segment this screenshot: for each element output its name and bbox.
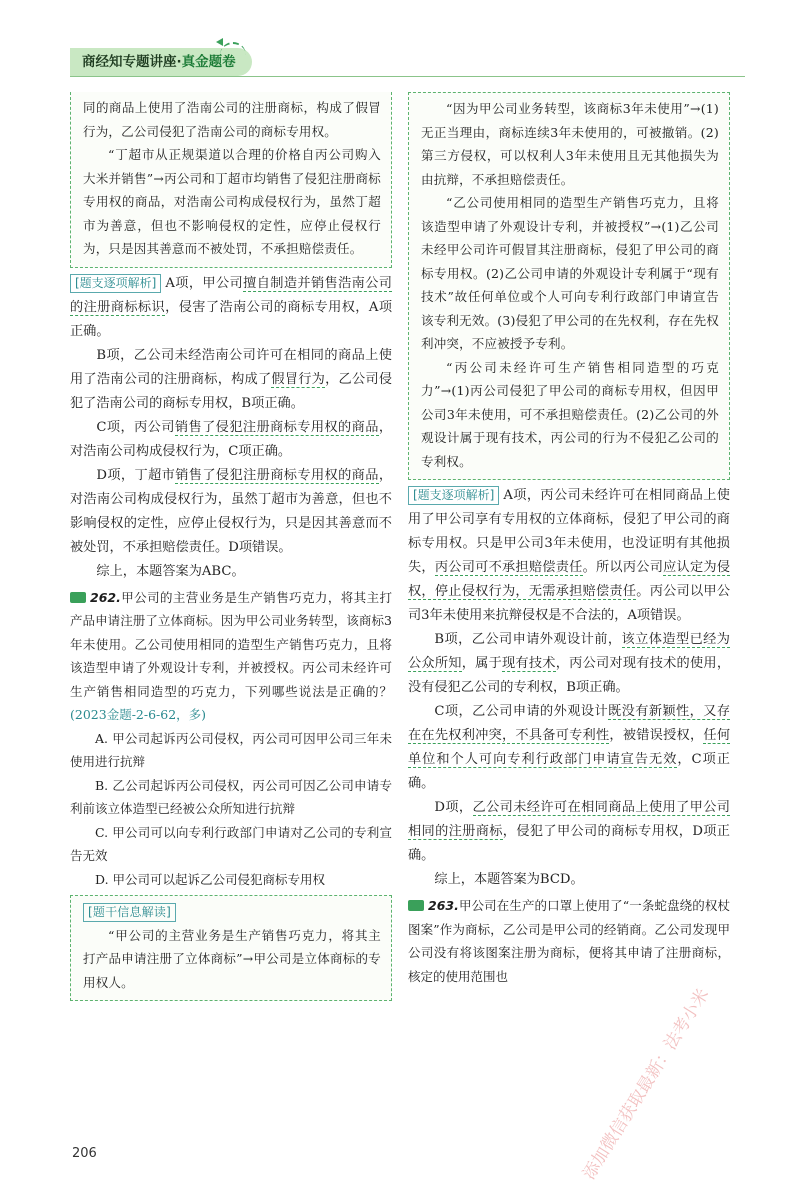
analysis-d: D项，丁超市销售了侵犯注册商标专用权的商品，对浩南公司构成侵权行为，虽然丁超市为善意，但也不影响侵权的定性，应停止侵权行为，只是因其善意而不被处罚，不承担赔偿责任。D项错误。: [70, 467, 392, 555]
option-b: B. 乙公司起诉丙公司侵权，丙公司可因乙公司申请专利前该立体造型已经被公众所知进行抗辩: [70, 777, 392, 816]
analysis-b: B项，乙公司未经浩南公司许可在相同的商品上使用了浩南公司的注册商标，构成了假冒行为，乙公司侵犯了浩南公司的商标专用权，B项正确。: [70, 347, 393, 411]
box-paragraph: 同的商品上使用了浩南公司的注册商标，构成了假冒行为，乙公司侵犯了浩南公司的商标专用权。: [83, 100, 381, 139]
underlined-text: 现有技术: [502, 656, 556, 671]
option-a: A. 甲公司起诉丙公司侵权，丙公司可因甲公司三年未使用进行抗辩: [70, 730, 392, 769]
analysis-a: [题支逐项解析] A项，丙公司未经许可在相同商品上使用了甲公司享有专用权的立体商标，侵犯了甲公司的商标专用权。只是甲公司3年未使用，也没证明有其他损失，丙公司可不承担赔偿责任。所以丙公司应认定为侵权，停止侵权行为，无需承担赔偿责任。丙公司以甲公司3年未使用来抗辩侵权是不合法的，A项错误。: [408, 488, 731, 623]
underlined-text: 任何单位和个人可向专利行政部门申请宣告无效: [408, 728, 731, 767]
header-swirl-icon: [220, 42, 246, 56]
explanation-box-continued: [70, 92, 392, 268]
analysis-a: [题支逐项解析] A项，甲公司擅自制造并销售浩南公司的注册商标标识，侵害了浩南公司的商标专用权，A项正确。: [70, 275, 393, 339]
explanation-box: [408, 92, 730, 480]
analysis-b: B项，乙公司申请外观设计前，该立体造型已经为公众所知，属于现有技术，丙公司对现有技术的使用，没有侵犯乙公司的专利权，B项正确。: [408, 632, 731, 695]
question-number: 263.: [428, 898, 459, 913]
info-tag: [题干信息解读]: [83, 903, 176, 922]
underlined-text: 销售了侵犯注册商标专用权的商品: [175, 467, 379, 483]
option-c: C. 甲公司可以向专利行政部门申请对乙公司的专利宣告无效: [70, 824, 392, 863]
page-number: 206: [72, 1146, 97, 1161]
question-number: 262.: [90, 589, 121, 605]
question-icon: [70, 592, 86, 603]
underlined-text: 该立体造型已经为公众所知: [408, 632, 730, 671]
header-label: 真金题卷: [181, 54, 236, 70]
underlined-text: 销售了侵犯注册商标专用权的商品: [174, 419, 379, 435]
question-263: [408, 894, 730, 988]
analysis-c: C项，乙公司申请的外观设计既没有新颖性，又存在在先权利冲突，不具备可专利性，被错误授权，任何单位和个人可向专利行政部门申请宣告无效，C项正确。: [408, 704, 731, 791]
question-source: (2023金题-2-6-62，多): [70, 707, 207, 722]
underlined-text: 假冒行为: [271, 371, 326, 387]
analysis-d: D项，乙公司未经许可在相同商品上使用了甲公司相同的注册商标，侵犯了甲公司的商标专用权，D项正确。: [408, 800, 730, 863]
left-column: [70, 94, 392, 1005]
box-paragraph: “乙公司使用相同的造型生产销售巧克力，且将该造型申请了外观设计专利，并被授权”→(1)乙公司未经甲公司许可假冒其注册商标，侵犯了甲公司的商标专用权。(2)乙公司申请的外观设计专利属于“现有技术”故任何单位或个人可向专利行政部门申请宣告该专利无效。(3)侵犯了甲公司的在先权利，存在先权利冲突，不应被授予专利。: [421, 195, 719, 351]
underlined-text: 乙公司未经许可在相同商品上使用了甲公司相同的注册商标: [408, 800, 730, 839]
answer-summary: 综上，本题答案为BCD。: [434, 872, 584, 887]
info-paragraph: “甲公司的主营业务是生产销售巧克力，将其主打产品申请注册了立体商标”→甲公司是立体商标的专用权人。: [83, 927, 381, 990]
box-paragraph: “因为甲公司业务转型，该商标3年未使用”→(1)无正当理由，商标连续3年未使用的，可被撤销。(2)第三方侵权，可以权利人3年未使用且无其他损失为由抗辩，不承担赔偿责任。: [421, 101, 719, 187]
header-rule: [70, 76, 745, 77]
analysis-tag: [题支逐项解析]: [70, 274, 161, 293]
underlined-text: 丙公司可不承担赔偿责任: [434, 560, 583, 575]
option-d: D. 甲公司可以起诉乙公司侵犯商标专用权: [95, 871, 326, 887]
header-sep: ·: [176, 54, 182, 70]
header-series: 商经知专题讲座: [82, 54, 177, 70]
right-column: [408, 94, 730, 988]
question-text: 甲公司在生产的口罩上使用了“一条蛇盘绕的权杖图案”作为商标，乙公司是甲公司的经销商。乙公司发现甲公司没有将该图案注册为商标，便将其申请了注册商标，核定的使用范围也: [408, 898, 730, 984]
answer-summary: 综上，本题答案为ABC。: [96, 563, 245, 579]
watermark: 添加微信获取最新：法考小米: [579, 985, 714, 1183]
question-icon: [408, 900, 424, 911]
underlined-text: 既没有新颖性，又存在在先权利冲突，不具备可专利性: [408, 704, 731, 743]
underlined-text: 擅自制造并销售浩南公司的注册商标标识: [70, 275, 392, 315]
analysis-tag: [题支逐项解析]: [408, 486, 499, 505]
box-paragraph: “丙公司未经许可生产销售相同造型的巧克力”→(1)丙公司侵犯了甲公司的商标专用权，但因甲公司3年未使用，可不承担赔偿责任。(2)乙公司的外观设计属于现有技术，丙公司的行为不侵犯乙公司的专利权。: [421, 359, 719, 469]
underlined-text: 应认定为侵权，停止侵权行为，无需承担赔偿责任: [408, 560, 731, 599]
question-text: 甲公司的主营业务是生产销售巧克力，将其主打产品申请注册了立体商标。因为甲公司业务转型，该商标3年未使用。乙公司使用相同的造型生产销售巧克力，且将该造型申请了外观设计专利，并被授权。丙公司未经许可生产销售相同造型的巧克力，下列哪些说法是正确的？: [70, 589, 392, 699]
analysis-c: C项，丙公司销售了侵犯注册商标专用权的商品，对浩南公司构成侵权行为，C项正确。: [70, 419, 393, 459]
question-262: [70, 586, 392, 727]
box-paragraph: “丁超市从正规渠道以合理的价格自丙公司购入大米并销售”→丙公司和丁超市均销售了侵犯注册商标专用权的商品，对浩南公司构成侵权行为，虽然丁超市为善意，但也不影响侵权的定性，应停止侵权行为，只是因其善意而不被处罚，不承担赔偿责任。: [83, 147, 381, 256]
info-box: [70, 895, 392, 1001]
